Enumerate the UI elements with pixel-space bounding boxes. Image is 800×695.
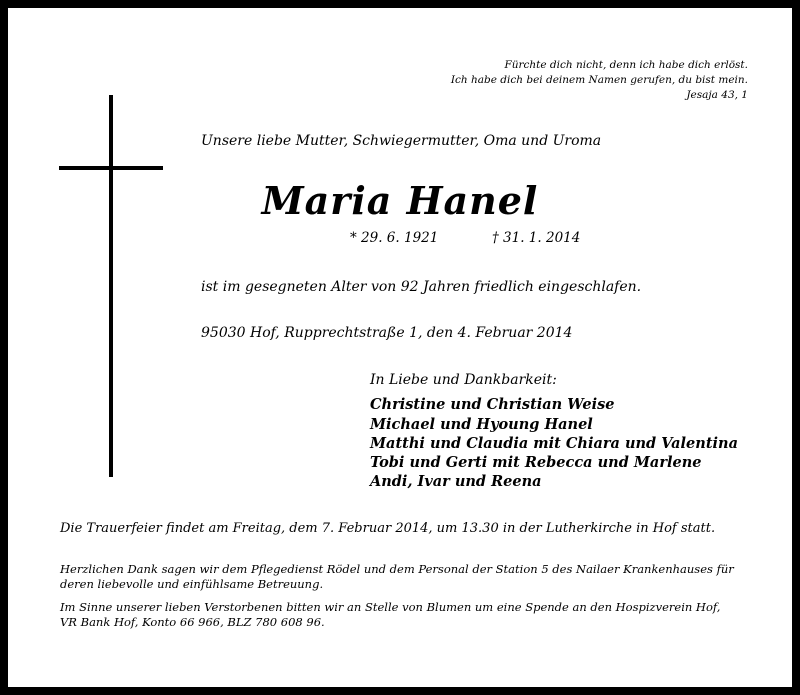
death-date: † 31. 1. 2014	[492, 230, 581, 246]
cross-vertical-bar	[109, 95, 113, 477]
mourner-name: Andi, Ivar und Reena	[370, 473, 542, 490]
birth-date: * 29. 6. 1921	[350, 230, 439, 246]
funeral-notice: Die Trauerfeier findet am Freitag, dem 7. Februar 2014, um 13.30 in der Lutherkirche in Hof statt.	[60, 521, 716, 536]
age-statement: ist im gesegneten Alter von 92 Jahren friedlich eingeschlafen.	[201, 279, 642, 295]
mourner-name: Matthi und Claudia mit Chiara und Valentina	[370, 435, 738, 452]
mourner-name: Christine und Christian Weise	[370, 396, 615, 413]
verse-line-1: Fürchte dich nicht, denn ich habe dich erlöst.	[504, 59, 748, 71]
gratitude-notice: Herzlichen Dank sagen wir dem Pflegedienst Rödel und dem Personal der Station 5 des Nailaer Krankenhauses für deren liebevolle und einfühlsame Betreuung.	[60, 562, 734, 591]
intro-line: Unsere liebe Mutter, Schwiegermutter, Oma und Uroma	[201, 133, 602, 149]
deceased-name: Maria Hanel	[261, 178, 539, 223]
donation-notice: Im Sinne unserer lieben Verstorbenen bitten wir an Stelle von Blumen um eine Spende an den Hospizverein Hof, VR Bank Hof, Konto 66 966, BLZ 780 608 96.	[60, 600, 721, 629]
thanks-heading: In Liebe und Dankbarkeit:	[370, 372, 557, 388]
verse-line-2: Ich habe dich bei deinem Namen gerufen, du bist mein.	[450, 74, 748, 86]
mourner-name: Tobi und Gerti mit Rebecca und Marlene	[370, 454, 702, 471]
mourner-name: Michael und Hyoung Hanel	[370, 416, 593, 433]
place-and-date: 95030 Hof, Rupprechtstraße 1, den 4. Februar 2014	[201, 325, 573, 341]
cross-horizontal-bar	[59, 166, 163, 170]
verse-reference: Jesaja 43, 1	[686, 89, 748, 101]
